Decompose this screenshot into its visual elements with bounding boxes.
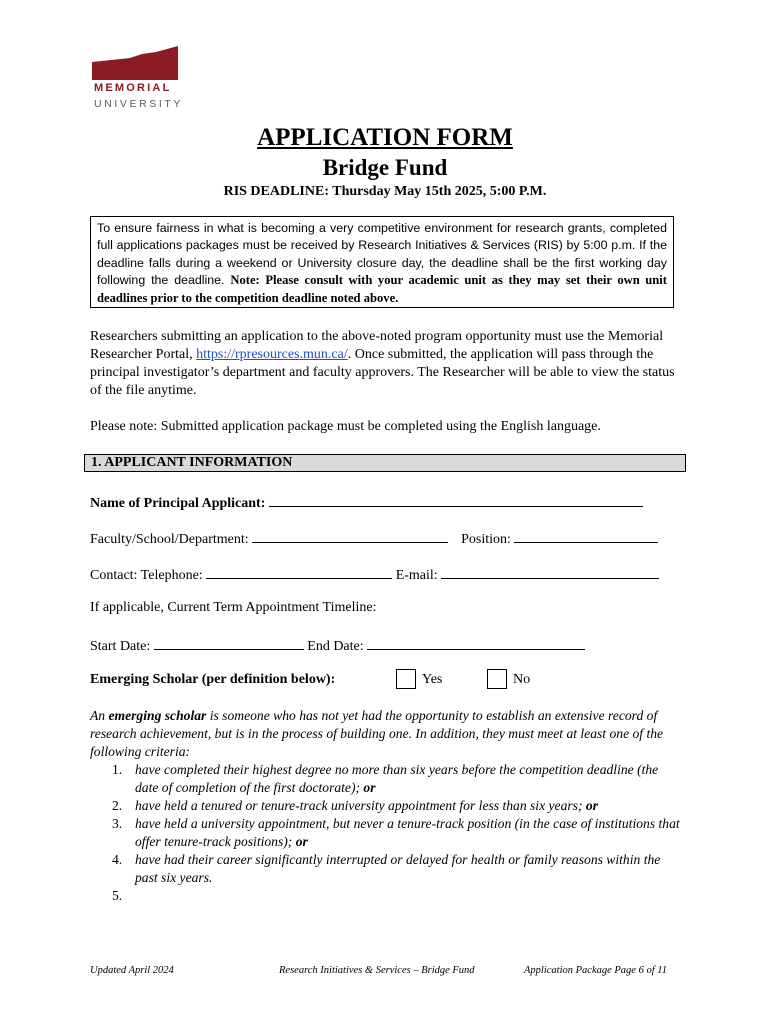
ris-deadline: RIS DEADLINE: Thursday May 15th 2025, 5:00 P.M. xyxy=(223,184,547,199)
email-label: E-mail: xyxy=(395,568,438,583)
intro-text-2: . Once submitted, the application will pass through the principal investigator’s department and faculty approvers. The Researcher will be able to view the status of the file anytime. xyxy=(90,347,675,398)
list-number: 1. xyxy=(112,762,123,777)
list-number: 3. xyxy=(112,816,123,831)
list-number: 2. xyxy=(112,798,123,813)
contact-row xyxy=(90,564,659,585)
principal-applicant-field[interactable] xyxy=(269,492,643,507)
list-or: or xyxy=(585,798,598,813)
form-subtitle: Bridge Fund xyxy=(322,155,448,180)
logo-word-memorial: MEMORIAL xyxy=(94,82,172,94)
notice-bold-note: Note: Please consult with your academic unit as they may set their own unit deadlines prior to the competition deadline noted above. xyxy=(97,273,667,305)
principal-applicant-row xyxy=(90,492,643,513)
list-or: or xyxy=(295,834,308,849)
form-title: APPLICATION FORM xyxy=(257,124,513,151)
no-label: No xyxy=(513,672,531,687)
end-date-label: End Date: xyxy=(307,639,364,654)
logo-word-university: UNIVERSITY xyxy=(94,98,184,110)
list-number: 4. xyxy=(112,852,123,867)
faculty-field[interactable] xyxy=(252,528,448,543)
list-item xyxy=(90,815,682,851)
no-checkbox[interactable] xyxy=(487,669,507,689)
telephone-label: Contact: Telephone: xyxy=(90,568,203,583)
faculty-row xyxy=(90,528,658,549)
list-item xyxy=(90,797,682,815)
list-text: have completed their highest degree no more than six years before the competition deadline (the date of completion of the first doctorate); xyxy=(135,762,659,795)
footer-page-number: Application Package Page 6 of 11 xyxy=(524,965,667,976)
list-text: have held a university appointment, but never a tenure-track position (in the case of institutions that offer tenure-track positions); xyxy=(135,816,680,849)
email-field[interactable] xyxy=(441,564,659,579)
list-or: or xyxy=(363,780,376,795)
definition-text: is someone who has not yet had the opportunity to establish an extensive record of research achievement, but is in the process of building one. In addition, they must meet at least one of the following criteria: xyxy=(90,708,664,759)
language-note: Please note: Submitted application package must be completed using the English language. xyxy=(90,419,601,434)
intro-paragraph xyxy=(90,328,680,400)
definition-term: emerging scholar xyxy=(108,708,207,723)
start-date-label: Start Date: xyxy=(90,639,151,654)
position-label: Position: xyxy=(461,532,511,547)
definition-lead: An xyxy=(90,708,109,723)
list-text: have had their career significantly interrupted or delayed for health or family reasons within the past six years. xyxy=(135,852,661,885)
logo-banner-icon xyxy=(90,44,182,84)
start-date-field[interactable] xyxy=(154,635,304,650)
list-item xyxy=(90,851,682,887)
footer-updated: Updated April 2024 xyxy=(90,965,174,976)
criteria-list xyxy=(90,761,682,905)
section-applicant-information: 1. APPLICANT INFORMATION xyxy=(84,454,686,472)
term-timeline-label: If applicable, Current Term Appointment Timeline: xyxy=(90,600,377,615)
list-item xyxy=(90,887,682,905)
telephone-field[interactable] xyxy=(206,564,392,579)
fairness-notice-box xyxy=(90,216,674,308)
yes-label: Yes xyxy=(422,672,443,687)
faculty-label: Faculty/School/Department: xyxy=(90,532,249,547)
memorial-university-logo xyxy=(90,44,182,112)
emerging-scholar-label: Emerging Scholar (per definition below): xyxy=(90,672,336,687)
list-item xyxy=(90,761,682,797)
notice-text: To ensure fairness in what is becoming a very competitive environment for research grants, completed full applications packages must be received by Research Initiatives & Services (RIS) by 5:00 p.m. If the deadline falls during a weekend or University closure day, the deadline shall be the first working day following the deadline. xyxy=(97,221,667,288)
list-number: 5. xyxy=(112,888,123,903)
intro-text-1: Researchers submitting an application to the above-noted program opportunity must use the Memorial Researcher Portal, xyxy=(90,329,664,362)
list-text: have held a tenured or tenure-track university appointment for less than six years; xyxy=(135,798,586,813)
position-field[interactable] xyxy=(514,528,658,543)
principal-applicant-label: Name of Principal Applicant: xyxy=(90,496,266,511)
researcher-portal-link[interactable]: https://rpresources.mun.ca/ xyxy=(196,347,348,362)
footer-center: Research Initiatives & Services – Bridge Fund xyxy=(279,965,475,976)
emerging-scholar-definition xyxy=(90,707,682,761)
end-date-field[interactable] xyxy=(367,635,585,650)
yes-checkbox[interactable] xyxy=(396,669,416,689)
dates-row xyxy=(90,635,585,656)
